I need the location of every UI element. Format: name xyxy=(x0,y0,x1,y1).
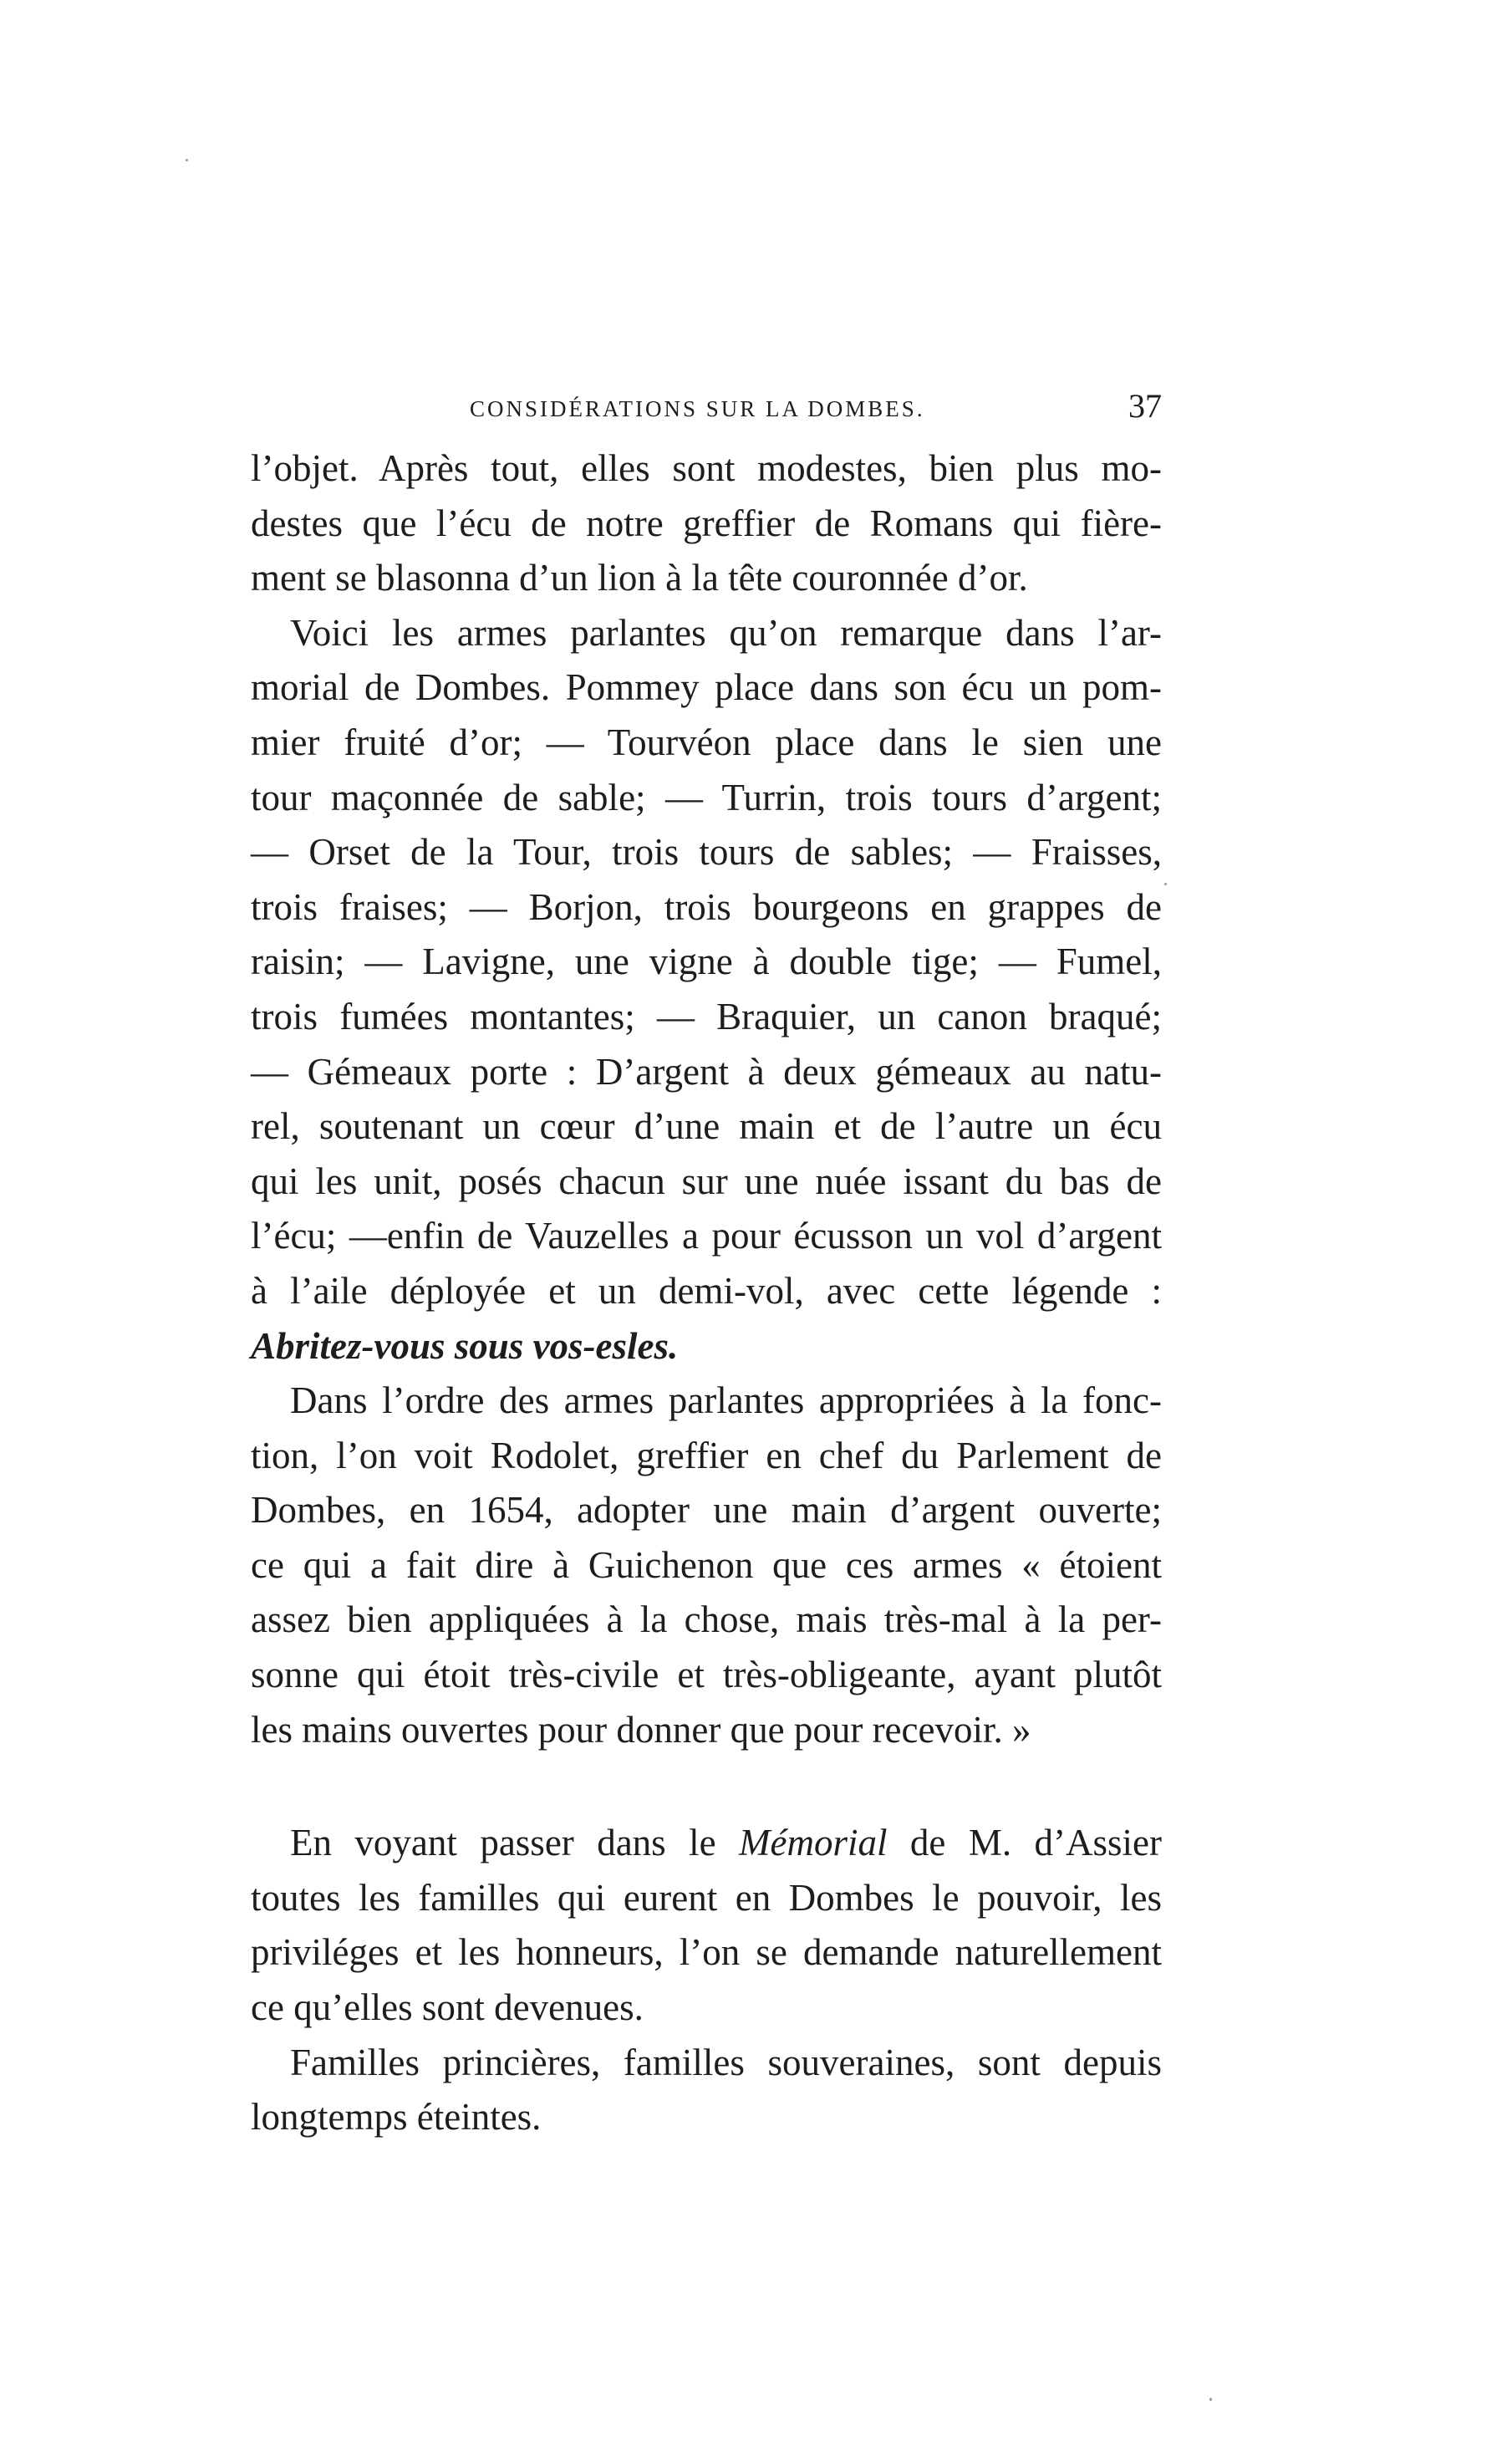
text-line: priviléges et les honneurs, l’on se demande naturellement xyxy=(251,1931,1162,1974)
paper-speck xyxy=(1164,883,1167,885)
paper-speck xyxy=(1209,2398,1212,2401)
text-line: mier fruité d’or; — Tourvéon place dans le sien une xyxy=(251,721,1162,763)
text-line: Familles princières, familles souveraines, sont depuis xyxy=(290,2041,1162,2083)
text-line: rel, soutenant un cœur d’une main et de l’autre un écu xyxy=(251,1105,1162,1148)
section-gap xyxy=(251,1757,1162,1816)
text-line: Dombes, en 1654, adopter une main d’argent ouverte; xyxy=(251,1489,1162,1532)
text-line: ce qu’elles sont devenues. xyxy=(251,1986,644,2029)
text-line: l’écu; —enfin de Vauzelles a pour écusson un vol d’argent xyxy=(251,1215,1162,1257)
text-line: assez bien appliquées à la chose, mais très-mal à la per- xyxy=(251,1598,1162,1641)
text-line: ment se blasonna d’un lion à la tête couronnée d’or. xyxy=(251,557,1028,599)
text-line: ce qui a fait dire à Guichenon que ces armes « étoient xyxy=(251,1543,1162,1586)
text-line: à l’aile déployée et un demi-vol, avec cette légende : xyxy=(251,1269,1162,1312)
paragraph-3 xyxy=(251,1374,1162,1757)
paragraph-2 xyxy=(251,606,1162,1374)
text-line: l’objet. Après tout, elles sont modestes, bien plus mo- xyxy=(251,447,1162,489)
text-line: destes que l’écu de notre greffier de Romans qui fière- xyxy=(251,502,1162,544)
page-number: 37 xyxy=(1128,387,1162,425)
running-title: CONSIDÉRATIONS SUR LA DOMBES. xyxy=(470,396,925,421)
text-line: les mains ouvertes pour donner que pour recevoir. » xyxy=(251,1708,1031,1751)
text-line: trois fumées montantes; — Braquier, un canon braqué; xyxy=(251,995,1162,1037)
text-line: Voici les armes parlantes qu’on remarque dans l’ar- xyxy=(290,611,1162,654)
text-line: tour maçonnée de sable; — Turrin, trois tours d’argent; xyxy=(251,776,1162,818)
paragraph-5 xyxy=(251,2036,1162,2145)
text-line: trois fraises; — Borjon, trois bourgeons en grappes de xyxy=(251,885,1162,928)
text-line: En voyant passer dans le Mémorial de M. d’Assier xyxy=(290,1822,1162,1864)
text-line: — Gémeaux porte : D’argent à deux gémeaux au natu- xyxy=(251,1050,1162,1093)
text-line: Dans l’ordre des armes parlantes appropriées à la fonc- xyxy=(290,1379,1162,1422)
text-line: — Orset de la Tour, trois tours de sables; — Fraisses, xyxy=(251,831,1162,874)
text-line: longtemps éteintes. xyxy=(251,2096,542,2139)
text-line: raisin; — Lavigne, une vigne à double tige; — Fumel, xyxy=(251,941,1162,983)
text-line: tion, l’on voit Rodolet, greffier en chef du Parlement de xyxy=(251,1434,1162,1476)
paper-speck xyxy=(186,159,188,161)
body-text xyxy=(251,441,1162,2145)
text-line: toutes les familles qui eurent en Dombes le pouvoir, les xyxy=(251,1876,1162,1919)
book-title: Mémorial xyxy=(739,1822,888,1864)
page-header xyxy=(251,386,1162,436)
text-line: morial de Dombes. Pommey place dans son écu un pom- xyxy=(251,666,1162,709)
paragraph-4 xyxy=(251,1816,1162,2035)
paragraph-1 xyxy=(251,441,1162,606)
text-line: qui les unit, posés chacun sur une nuée issant du bas de xyxy=(251,1160,1162,1202)
heraldic-motto: Abritez-vous sous vos-esles. xyxy=(251,1324,679,1367)
text-line: sonne qui étoit très-civile et très-obligeante, ayant plutôt xyxy=(251,1654,1162,1696)
